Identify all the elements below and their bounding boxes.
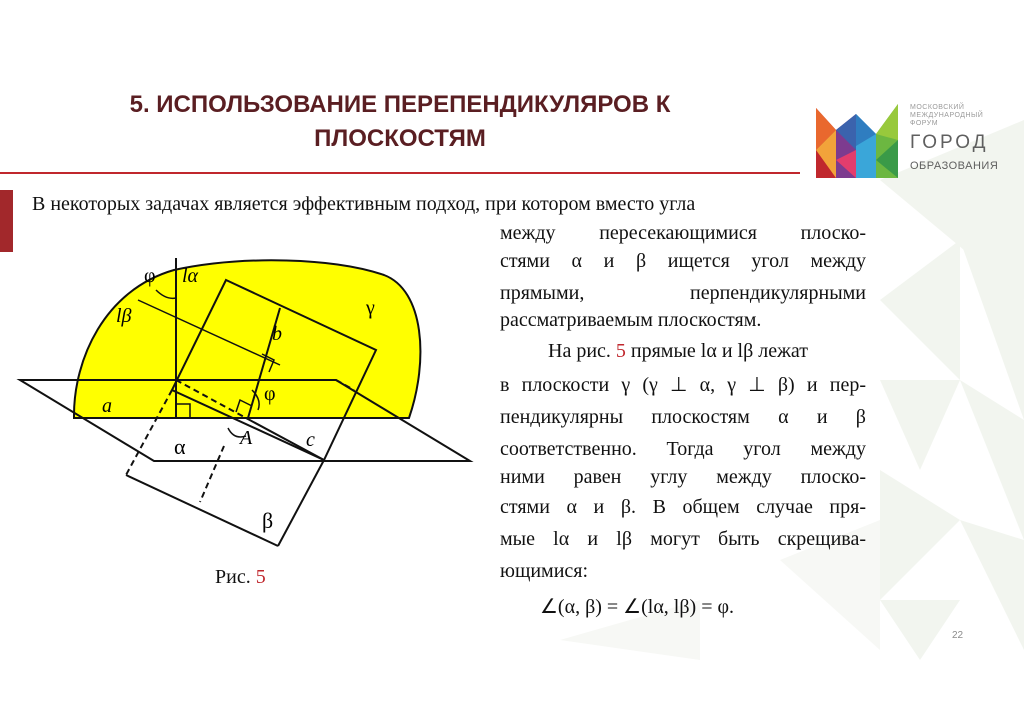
label-alpha: α	[174, 434, 186, 459]
label-b: b	[272, 323, 282, 345]
label-a: a	[102, 395, 112, 417]
left-accent-tab	[0, 190, 13, 252]
paragraph-2-line-5: ними равен углу между плоско-	[500, 466, 866, 488]
title-line-1: 5. ИСПОЛЬЗОВАНИЕ ПЕРЕПЕНДИКУЛЯРОВ К	[129, 91, 671, 118]
logo-forum-text: МОСКОВСКИЙ МЕЖДУНАРОДНЫЙ ФОРУМ	[910, 104, 984, 127]
label-phi-top: φ	[144, 265, 156, 287]
title-line-2: ПЛОСКОСТЯМ	[314, 125, 486, 152]
paragraph-2-line-8: ющимися:	[500, 560, 589, 582]
logo-education-text: ОБРАЗОВАНИЯ	[910, 160, 999, 172]
plane-beta-mid-dashed	[200, 446, 224, 502]
paragraph-2-line-6: стями α и β. В общем случае пря-	[500, 496, 866, 518]
paragraph-1-line-5: рассматриваемым плоскостям.	[500, 309, 762, 331]
paragraph-2-line-2: в плоскости γ (γ ⊥ α, γ ⊥ β) и пер-	[500, 374, 866, 396]
paragraph-1-line-3: стями α и β ищется угол между	[500, 250, 866, 272]
paragraph-2-line-3: пендикулярны плоскостям α и β	[500, 406, 866, 428]
logo-mark-icon	[816, 104, 898, 178]
page-number: 22	[952, 630, 964, 641]
plane-beta-right-edge	[278, 460, 324, 546]
paragraph-2-line-7: мые lα и lβ могут быть скрещива-	[500, 528, 866, 550]
label-beta: β	[262, 508, 274, 533]
plane-beta-bottom	[126, 475, 278, 546]
angle-formula: ∠(α, β) = ∠(lα, lβ) = φ.	[540, 596, 735, 618]
label-phi-mid: φ	[264, 383, 276, 405]
figure-5-diagram	[14, 250, 484, 560]
intro-line: В некоторых задачах является эффективным подход, при котором вместо угла	[32, 193, 696, 215]
label-c: c	[306, 429, 315, 451]
label-A: A	[240, 427, 253, 449]
paragraph-2-line-4: соответственно. Тогда угол между	[500, 438, 866, 460]
paragraph-2-line-1: На рис. 5 прямые lα и lβ лежат	[548, 340, 809, 362]
figure-caption: Рис. 5	[215, 566, 266, 588]
logo-city-text: ГОРОД	[910, 132, 989, 153]
paragraph-1-line-4: прямыми, перпендикулярными	[500, 282, 866, 304]
label-gamma: γ	[366, 297, 375, 319]
slide-title	[90, 88, 710, 156]
plane-gamma	[74, 260, 420, 418]
label-l-beta: lβ	[116, 305, 132, 327]
label-l-alpha: lα	[182, 265, 199, 287]
paragraph-1-line-2: между пересекающимися плоско-	[500, 222, 866, 244]
title-divider	[0, 172, 800, 174]
figure-reference: 5	[615, 340, 626, 362]
